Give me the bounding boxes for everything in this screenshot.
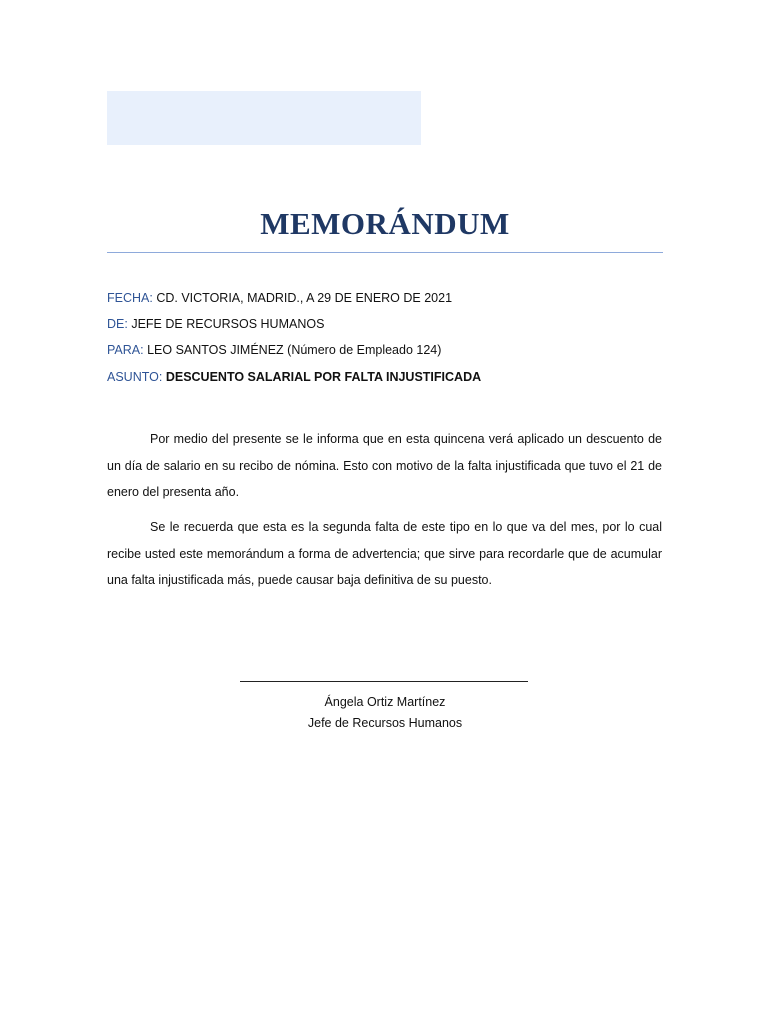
field-para-label: PARA: bbox=[107, 343, 144, 357]
signature-line bbox=[240, 681, 528, 682]
signature-name: Ángela Ortiz Martínez bbox=[324, 695, 446, 709]
field-de bbox=[107, 317, 324, 331]
field-fecha-value: CD. VICTORIA, MADRID., A 29 DE ENERO DE 2021 bbox=[156, 291, 453, 305]
field-de-value: JEFE DE RECURSOS HUMANOS bbox=[131, 317, 325, 331]
body-paragraph-2: Se le recuerda que esta es la segunda falta de este tipo en lo que va del mes, por lo cual recibe usted este memorándum a forma de advertencia; que sirve para recordarle que de acumular una falta injustificada más, puede causar baja definitiva de su puesto. bbox=[107, 520, 662, 587]
memo-title: MEMORÁNDUM bbox=[260, 206, 510, 241]
field-asunto-value: DESCUENTO SALARIAL POR FALTA INJUSTIFICADA bbox=[165, 370, 482, 384]
field-para-value: LEO SANTOS JIMÉNEZ (Número de Empleado 124) bbox=[147, 343, 442, 357]
field-fecha-label: FECHA: bbox=[107, 291, 153, 305]
logo-placeholder bbox=[107, 91, 421, 145]
field-asunto bbox=[107, 370, 481, 384]
field-de-label: DE: bbox=[107, 317, 128, 331]
field-fecha bbox=[107, 291, 452, 305]
body-paragraph-1: Por medio del presente se le informa que en esta quincena verá aplicado un descuento de un día de salario en su recibo de nómina. Esto con motivo de la falta injustificada que tuvo el 21 de enero del presenta año. bbox=[107, 432, 662, 499]
field-para bbox=[107, 343, 441, 357]
title-divider bbox=[107, 252, 663, 253]
field-asunto-label: ASUNTO: bbox=[107, 370, 163, 384]
signature-role: Jefe de Recursos Humanos bbox=[307, 716, 463, 730]
